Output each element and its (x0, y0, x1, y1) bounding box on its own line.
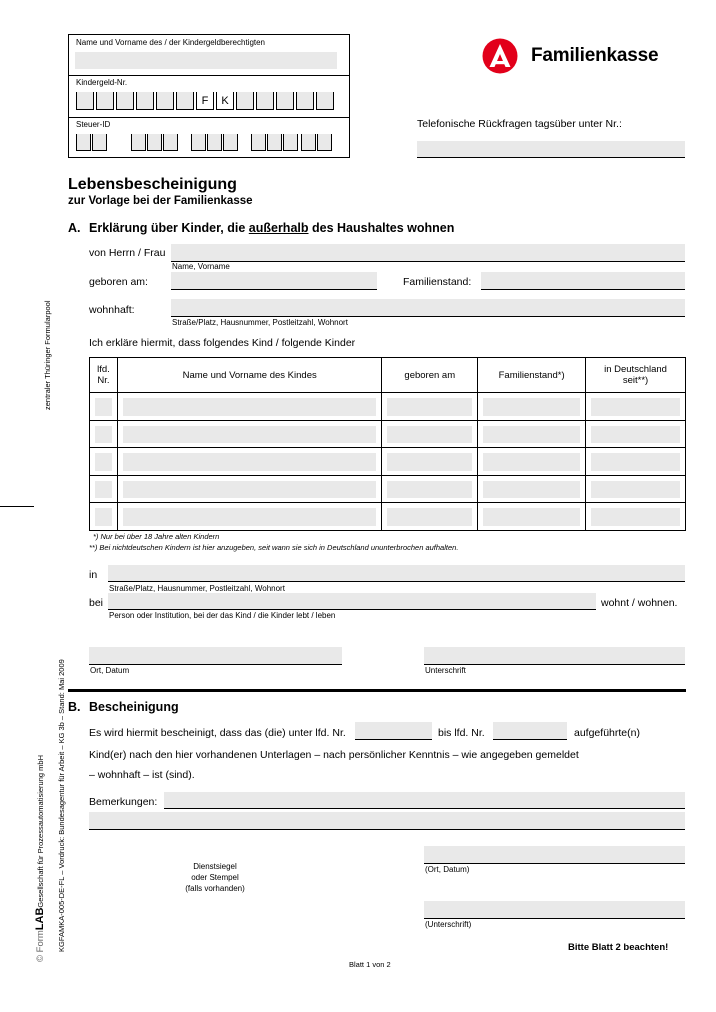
kg-digit-cell[interactable] (176, 92, 194, 110)
seal-line-3: (falls vorhanden) (185, 884, 245, 893)
row-number-cell[interactable] (90, 448, 118, 476)
cell-input[interactable] (95, 453, 112, 471)
col-header-number: lfd. Nr. (90, 358, 118, 393)
signature-field[interactable] (424, 647, 685, 664)
logo-text: Familienkasse (531, 45, 659, 66)
table-row (90, 448, 686, 476)
child-marital-cell[interactable] (478, 393, 586, 421)
tax-digit-cell[interactable] (131, 134, 146, 151)
row-number-cell[interactable] (90, 420, 118, 448)
cell-input[interactable] (387, 508, 472, 526)
child-name-cell[interactable] (117, 503, 381, 531)
kg-digit-cell[interactable]: K (216, 92, 234, 110)
table-row (90, 393, 686, 421)
signature-label: Unterschrift (425, 666, 466, 675)
from-number-field[interactable] (355, 722, 432, 739)
formlab-copyright: © Form (35, 930, 46, 962)
tax-digit-cell[interactable] (301, 134, 316, 151)
cell-input[interactable] (387, 453, 472, 471)
seal-line-1: Dienstsiegel (193, 862, 237, 871)
tax-digit-cell[interactable] (267, 134, 282, 151)
caretaker-underline (108, 609, 596, 610)
formlab-brand (34, 755, 46, 962)
box-divider (69, 117, 349, 118)
table-row (90, 475, 686, 503)
lives-label: wohnt / wohnen. (601, 597, 678, 609)
cell-input[interactable] (591, 508, 680, 526)
cell-input[interactable] (123, 508, 376, 526)
footnote-1: *) Nur bei über 18 Jahre alten Kindern (93, 532, 220, 541)
kg-digit-cell[interactable] (256, 92, 274, 110)
b-signature-field[interactable] (424, 901, 685, 918)
marital-status-underline (481, 289, 685, 290)
tax-digit-cell[interactable] (223, 134, 238, 151)
cell-input[interactable] (387, 426, 472, 444)
caretaker-field[interactable] (108, 593, 596, 609)
child-since-cell[interactable] (586, 393, 686, 421)
address-underline (171, 316, 685, 317)
child-birthdate-cell[interactable] (382, 420, 478, 448)
declare-text: Ich erkläre hiermit, dass folgendes Kind / folgende Kinder (89, 337, 356, 349)
cell-input[interactable] (95, 426, 112, 444)
tax-digit-cell[interactable] (251, 134, 266, 151)
birthdate-field[interactable] (171, 272, 377, 289)
heading-emphasis: außerhalb (248, 221, 309, 235)
tax-digit-cell[interactable] (163, 134, 178, 151)
tax-digit-cell[interactable] (191, 134, 206, 151)
kg-digit-cell[interactable] (276, 92, 294, 110)
to-number-field[interactable] (493, 722, 567, 739)
col-header-child-name: Name und Vorname des Kindes (117, 358, 381, 393)
page-title: Lebensbescheinigung (68, 176, 237, 193)
phone-field[interactable] (417, 141, 685, 157)
b-place-date-underline (424, 863, 685, 864)
section-a-letter: A. (68, 221, 81, 235)
child-name-cell[interactable] (117, 393, 381, 421)
see-sheet-2-note: Bitte Blatt 2 beachten! (568, 942, 669, 953)
official-seal-note (160, 861, 270, 894)
b-place-date-field[interactable] (424, 846, 685, 863)
in-hint: Straße/Platz, Hausnummer, Postleitzahl, Wohnort (109, 584, 285, 593)
remarks-label: Bemerkungen: (89, 796, 158, 808)
form-id-note: KGFAMKA-005-DE-FL – Vordruck: Bundesagentur für Arbeit – KG 3b – Stand: Mai 2009 (57, 659, 66, 952)
cell-input[interactable] (123, 453, 376, 471)
cell-input[interactable] (123, 426, 376, 444)
b-signature-label: (Unterschrift) (425, 920, 472, 929)
from-label: von Herrn / Frau (89, 247, 166, 259)
kg-digit-cell[interactable] (136, 92, 154, 110)
kg-digit-cell[interactable] (236, 92, 254, 110)
born-label: geboren am: (89, 276, 148, 288)
name-hint: Name, Vorname (172, 262, 230, 271)
child-marital-cell[interactable] (478, 448, 586, 476)
col-header-birthdate: geboren am (382, 358, 478, 393)
tax-digit-cell[interactable] (92, 134, 107, 151)
child-since-cell[interactable] (586, 503, 686, 531)
certification-text-1a: Es wird hiermit bescheinigt, dass das (die) unter lfd. Nr. (89, 727, 346, 739)
child-address-field[interactable] (108, 565, 685, 581)
parent-name-underline (171, 261, 685, 262)
address-field[interactable] (171, 299, 685, 316)
phone-label: Telefonische Rückfragen tagsüber unter Nr.: (417, 118, 622, 130)
child-birthdate-cell[interactable] (382, 448, 478, 476)
from-number-underline (355, 739, 432, 740)
cell-input[interactable] (591, 453, 680, 471)
form-pool-note: zentraler Thüringer Formularpool (43, 300, 52, 410)
marital-status-label: Familienstand: (403, 276, 472, 288)
child-since-cell[interactable] (586, 475, 686, 503)
tax-id-label: Steuer-ID (76, 120, 111, 129)
cell-input[interactable] (483, 453, 580, 471)
applicant-name-label: Name und Vorname des / der Kindergeldberechtigten (76, 38, 266, 47)
cell-input[interactable] (591, 481, 680, 499)
kg-digit-cell[interactable] (76, 92, 94, 110)
place-date-underline (89, 664, 342, 665)
cell-input[interactable] (95, 508, 112, 526)
tax-digit-cell[interactable] (76, 134, 91, 151)
page-indicator: Blatt 1 von 2 (349, 960, 391, 969)
page-subtitle: zur Vorlage bei der Familienkasse (68, 195, 253, 207)
address-hint: Straße/Platz, Hausnummer, Postleitzahl, Wohnort (172, 318, 348, 327)
familienkasse-logo-icon (482, 38, 518, 74)
place-date-field[interactable] (89, 647, 342, 664)
remarks-field-2[interactable] (89, 812, 685, 829)
to-number-underline (493, 739, 567, 740)
cell-input[interactable] (483, 398, 580, 416)
section-a-heading: Erklärung über Kinder, die außerhalb des Haushaltes wohnen (89, 221, 455, 235)
section-b-heading: Bescheinigung (89, 700, 179, 714)
child-name-cell[interactable] (117, 448, 381, 476)
section-divider (68, 689, 686, 692)
col-header-marital-status: Familienstand*) (478, 358, 586, 393)
child-since-cell[interactable] (586, 448, 686, 476)
kindergeld-number-label: Kindergeld-Nr. (76, 78, 128, 87)
phone-underline (417, 157, 685, 158)
kg-digit-cell[interactable] (296, 92, 314, 110)
remarks-field-1[interactable] (164, 792, 685, 808)
b-place-date-label: (Ort, Datum) (425, 865, 470, 874)
with-label: bei (89, 597, 104, 609)
certification-text-2: Kind(er) nach den hier vorhandenen Unterlagen – nach persönlicher Kenntnis – wie angegeben gemeldet (89, 749, 579, 761)
section-b-letter: B. (68, 700, 81, 714)
kg-digit-cell[interactable]: F (196, 92, 214, 110)
applicant-name-field[interactable] (75, 52, 337, 69)
row-number-cell[interactable] (90, 475, 118, 503)
child-marital-cell[interactable] (478, 475, 586, 503)
table-row (90, 503, 686, 531)
child-birthdate-cell[interactable] (382, 475, 478, 503)
remarks-underline-1 (164, 808, 685, 809)
child-marital-cell[interactable] (478, 503, 586, 531)
row-number-cell[interactable] (90, 503, 118, 531)
child-birthdate-cell[interactable] (382, 503, 478, 531)
footnote-2: **) Bei nichtdeutschen Kindern ist hier anzugeben, seit wann sie sich in Deutschland ununterbrochen aufhalten. (89, 543, 459, 552)
cell-input[interactable] (123, 398, 376, 416)
formlab-company: Gesellschaft für Prozessautomatisierung mbH (36, 755, 45, 908)
applicant-box (68, 34, 350, 158)
kg-digit-cell[interactable] (316, 92, 334, 110)
in-label: in (89, 569, 98, 581)
row-number-cell[interactable] (90, 393, 118, 421)
cell-input[interactable] (591, 398, 680, 416)
cell-input[interactable] (483, 481, 580, 499)
birthdate-underline (171, 289, 377, 290)
cell-input[interactable] (95, 481, 112, 499)
table-header-row (90, 358, 686, 393)
child-address-underline (108, 581, 685, 582)
remarks-underline-2 (89, 829, 685, 830)
parent-name-field[interactable] (171, 244, 685, 261)
cell-input[interactable] (483, 508, 580, 526)
certification-text-1b: bis lfd. Nr. (438, 727, 485, 739)
child-birthdate-cell[interactable] (382, 393, 478, 421)
table-row (90, 420, 686, 448)
b-signature-underline (424, 918, 685, 919)
signature-underline (424, 664, 685, 665)
child-name-cell[interactable] (117, 475, 381, 503)
cell-input[interactable] (591, 426, 680, 444)
col-header-in-germany-since: in Deutschland seit**) (586, 358, 686, 393)
child-name-cell[interactable] (117, 420, 381, 448)
tax-digit-cell[interactable] (317, 134, 332, 151)
certification-text-3: – wohnhaft – ist (sind). (89, 769, 195, 781)
cell-input[interactable] (387, 481, 472, 499)
tax-digit-cell[interactable] (147, 134, 162, 151)
kg-digit-cell[interactable] (116, 92, 134, 110)
cell-input[interactable] (483, 426, 580, 444)
cell-input[interactable] (387, 398, 472, 416)
tax-digit-cell[interactable] (283, 134, 298, 151)
cell-input[interactable] (123, 481, 376, 499)
certification-text-1c: aufgeführte(n) (574, 727, 640, 739)
fold-mark (0, 506, 34, 507)
child-since-cell[interactable] (586, 420, 686, 448)
children-table (89, 357, 686, 531)
box-divider (69, 75, 349, 76)
child-marital-cell[interactable] (478, 420, 586, 448)
marital-status-field[interactable] (481, 272, 685, 289)
formlab-lab: LAB (34, 907, 46, 931)
kg-digit-cell[interactable] (156, 92, 174, 110)
resides-label: wohnhaft: (89, 304, 135, 316)
seal-line-2: oder Stempel (191, 873, 239, 882)
cell-input[interactable] (95, 398, 112, 416)
with-hint: Person oder Institution, bei der das Kind / die Kinder lebt / leben (109, 611, 336, 620)
tax-digit-cell[interactable] (207, 134, 222, 151)
place-date-label: Ort, Datum (90, 666, 130, 675)
kg-digit-cell[interactable] (96, 92, 114, 110)
